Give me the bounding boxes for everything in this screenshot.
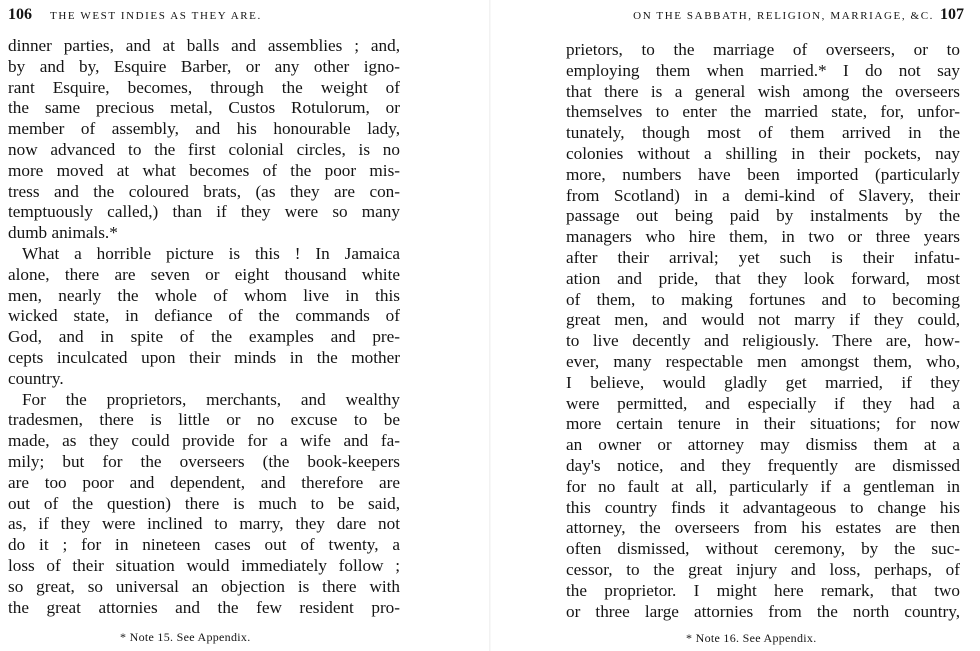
page-number-106: 106 <box>8 6 32 23</box>
text-line: dumb animals.* <box>8 223 118 243</box>
text-line: alone, there are seven or eight thousand white <box>8 264 400 284</box>
text-line: the proprietor. I might here remark, that two <box>566 580 960 600</box>
text-line: this country finds it advantageous to change his <box>566 497 960 517</box>
text-line: the same precious metal, Custos Rotulorum, or <box>8 98 400 118</box>
text-line: dinner parties, and at balls and assemblies ; and, <box>8 36 400 55</box>
text-line: day's notice, and they frequently are dismissed <box>566 455 960 475</box>
text-line: rant Esquire, becomes, through the weight of <box>8 77 400 97</box>
text-line: by and by, Esquire Barber, or any other igno- <box>8 56 400 76</box>
text-line: tress and the coloured brats, (as they are con- <box>8 181 400 201</box>
text-line: cessor, to the great injury and loss, perhaps, of <box>566 559 960 579</box>
text-line: loss of their situation would immediately follow ; <box>8 555 400 575</box>
text-line: country. <box>8 368 64 388</box>
body-text-left <box>8 36 400 618</box>
text-line: employing them when married.* I do not say <box>566 60 960 80</box>
text-line: more moved at what becomes of the poor mis- <box>8 160 400 180</box>
text-line: after their arrival; yet such is their infatu- <box>566 247 960 267</box>
text-line: more certain tenure in their situations; for now <box>566 414 960 434</box>
text-line: tradesmen, there is little or no excuse to be <box>8 410 400 430</box>
running-head-left <box>8 4 408 26</box>
text-line: that there is a general wish among the overseers <box>566 81 960 101</box>
text-line: men, nearly the whole of whom live in this <box>8 285 400 305</box>
text-line: What a horrible picture is this ! In Jamaica <box>22 243 400 263</box>
text-line: passage out being paid by instalments by the <box>566 206 960 226</box>
text-line: so great, so universal an objection is there with <box>8 576 400 596</box>
text-line: wicked state, in defiance of the commands of <box>8 306 400 326</box>
text-line: colonies without a shilling in their pockets, nay <box>566 143 960 163</box>
text-line: prietors, to the marriage of overseers, or to <box>566 40 960 59</box>
text-line: do it ; for in nineteen cases out of twenty, a <box>8 535 400 555</box>
text-line: the great attornies and the few resident pro- <box>8 597 400 617</box>
text-line: an owner or attorney may dismiss them at a <box>566 435 960 455</box>
page-number-107: 107 <box>940 6 964 23</box>
text-line: ation and pride, that they look forward, most <box>566 268 960 288</box>
text-line: for no fault at all, particularly if a gentleman in <box>566 476 960 496</box>
text-line: member of assembly, and his honourable lady, <box>8 119 400 139</box>
running-head-right <box>564 4 964 26</box>
text-line: managers who hire them, in two or three years <box>566 227 960 247</box>
text-line: For the proprietors, merchants, and wealthy <box>22 389 400 409</box>
text-line: often dismissed, without ceremony, by the suc- <box>566 539 960 559</box>
footnote-left: * Note 15. See Appendix. <box>120 630 251 644</box>
text-line: are too poor and dependent, and therefore are <box>8 472 400 492</box>
text-line: themselves to enter the married state, for, unfor- <box>566 102 960 122</box>
text-line: temptuously called,) than if they were so many <box>8 202 400 222</box>
text-line: to live decently and religiously. There are, how- <box>566 331 960 351</box>
running-title-right: ON THE SABBATH, RELIGION, MARRIAGE, &C. <box>633 10 934 22</box>
text-line: were permitted, and especially if they had a <box>566 393 960 413</box>
running-title-left: THE WEST INDIES AS THEY ARE. <box>50 10 262 22</box>
text-line: attorney, the overseers from his estates are then <box>566 518 960 538</box>
footnote-right: * Note 16. See Appendix. <box>686 631 817 645</box>
body-text-right <box>566 40 960 622</box>
right-page <box>490 0 980 651</box>
text-line: from Scotland) in a demi-kind of Slavery, their <box>566 185 960 205</box>
text-line: I believe, would gladly get married, if they <box>566 372 960 392</box>
text-line: tunately, though most of them arrived in the <box>566 123 960 143</box>
text-line: as, if they were inclined to marry, they dare not <box>8 514 400 534</box>
text-line: ever, many respectable men amongst them, who, <box>566 351 960 371</box>
text-line: mily; but for the overseers (the book-keepers <box>8 451 400 471</box>
text-line: now advanced to the first colonial circles, is no <box>8 139 400 159</box>
text-line: more, numbers have been imported (particularly <box>566 164 960 184</box>
text-line: made, as they could provide for a wife and fa- <box>8 431 400 451</box>
text-line: of them, to making fortunes and to becoming <box>566 289 960 309</box>
text-line: great men, and would not marry if they could, <box>566 310 960 330</box>
text-line: God, and in spite of the examples and pre- <box>8 327 400 347</box>
text-line: cepts inculcated upon their minds in the mother <box>8 347 400 367</box>
text-line: out of the question) there is much to be said, <box>8 493 400 513</box>
text-line: or three large attornies from the north country, <box>566 601 960 621</box>
